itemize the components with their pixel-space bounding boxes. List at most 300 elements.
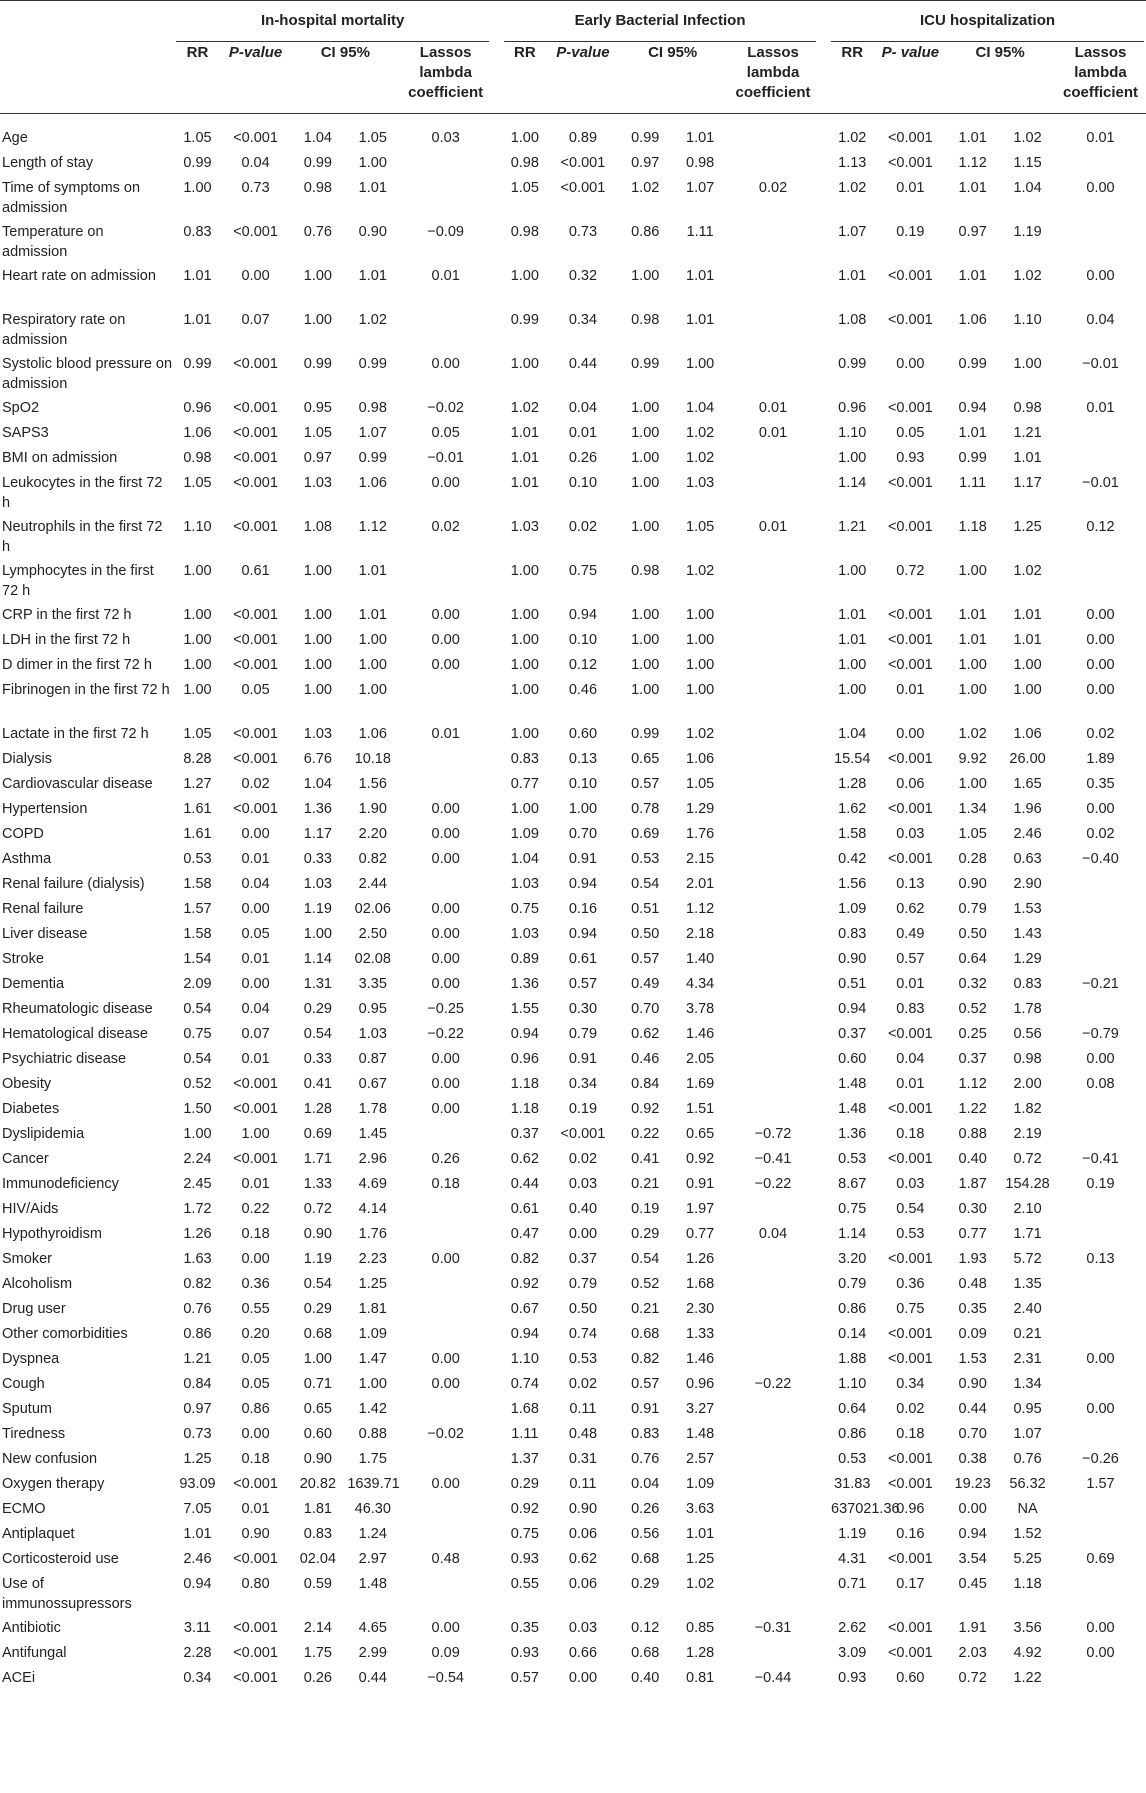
cell-ci-low: 1.00 — [303, 312, 332, 328]
variable-name: Temperature on admission — [2, 224, 104, 260]
cell-ci-high: 1.25 — [358, 1276, 387, 1292]
cell-ci-low: 0.69 — [631, 826, 660, 842]
cell-ci-high: 2.40 — [1013, 1301, 1042, 1317]
cell-ci-low: 6.76 — [303, 751, 332, 767]
cell-ci-high: 1.07 — [358, 425, 387, 441]
cell-ci-high: 1.00 — [358, 155, 387, 171]
cell-ci-low: 1.02 — [631, 180, 660, 196]
cell-rr: 0.77 — [510, 776, 539, 792]
cell-ci-low: 1.01 — [958, 425, 987, 441]
cell-rr: 0.93 — [510, 1645, 539, 1661]
cell-lambda — [400, 310, 491, 354]
cell-pvalue: 0.01 — [241, 1501, 270, 1517]
cell-rr: 1.03 — [510, 926, 539, 942]
cell-rr: 0.98 — [510, 224, 539, 240]
cell-ci-low: 1.00 — [631, 657, 660, 673]
cell-pvalue: 0.57 — [896, 951, 925, 967]
cell-rr: 1.72 — [183, 1201, 212, 1217]
cell-pvalue: <0.001 — [233, 224, 278, 240]
cell-rr: 93.09 — [179, 1476, 216, 1492]
cell-ci-high: 5.72 — [1013, 1251, 1042, 1267]
cell-lambda — [1055, 448, 1146, 473]
table-row — [0, 266, 1146, 310]
cell-lambda: −0.21 — [1082, 976, 1119, 992]
cell-pvalue: 0.18 — [896, 1426, 925, 1442]
cell-ci-high: 4.69 — [358, 1176, 387, 1192]
cell-ci-low: 0.76 — [303, 224, 332, 240]
variable-name: Length of stay — [2, 155, 94, 171]
cell-lambda — [728, 473, 819, 517]
cell-lambda: 0.00 — [431, 1351, 460, 1367]
cell-rr: 0.92 — [510, 1276, 539, 1292]
cell-pvalue: 0.05 — [241, 682, 270, 698]
cell-ci-high: 1.69 — [686, 1076, 715, 1092]
cell-rr: 0.84 — [183, 1376, 212, 1392]
cell-pvalue: 0.19 — [568, 1101, 598, 1117]
cell-ci-high: 1.00 — [1013, 682, 1042, 698]
cell-lambda — [1055, 1274, 1146, 1299]
cell-lambda — [728, 1099, 819, 1124]
cell-ci-low: 0.65 — [631, 751, 660, 767]
variable-name: Fibrinogen in the first 72 h — [2, 682, 170, 698]
cell-ci-high: 1.06 — [1013, 726, 1042, 742]
cell-lambda: 1.57 — [1086, 1476, 1115, 1492]
cell-ci-low: 0.90 — [958, 1376, 987, 1392]
cell-rr: 0.98 — [510, 155, 539, 171]
cell-rr: 1.10 — [510, 1351, 539, 1367]
cell-lambda — [728, 1274, 819, 1299]
cell-lambda: 0.00 — [431, 657, 460, 673]
cell-lambda: −0.79 — [1082, 1026, 1119, 1042]
col-rr: RR — [502, 43, 548, 114]
cell-rr: 1.01 — [183, 268, 212, 284]
cell-rr: 1.00 — [510, 682, 539, 698]
cell-rr: 0.79 — [838, 1276, 867, 1292]
cell-pvalue: 0.94 — [568, 876, 598, 892]
table-row — [0, 874, 1146, 899]
cell-rr: 0.57 — [510, 1670, 539, 1686]
cell-lambda — [728, 605, 819, 630]
cell-lambda — [728, 1499, 819, 1524]
cell-ci-low: 2.03 — [958, 1645, 987, 1661]
cell-rr: 1.26 — [183, 1226, 212, 1242]
cell-rr: 0.94 — [510, 1326, 539, 1342]
cell-rr: 637021.36 — [831, 1501, 900, 1517]
cell-pvalue: 0.16 — [568, 901, 598, 917]
cell-ci-high: 1.15 — [1013, 155, 1042, 171]
cell-ci-high: 1.02 — [1013, 268, 1042, 284]
cell-pvalue: <0.001 — [233, 1620, 278, 1636]
cell-ci-low: 1.00 — [631, 268, 660, 284]
cell-rr: 0.82 — [510, 1251, 539, 1267]
cell-lambda: 0.00 — [431, 901, 460, 917]
cell-rr: 0.96 — [510, 1051, 539, 1067]
cell-ci-low: 1.00 — [958, 563, 987, 579]
cell-rr: 2.09 — [183, 976, 212, 992]
cell-pvalue: 0.06 — [896, 776, 925, 792]
cell-lambda — [728, 1299, 819, 1324]
table-row — [0, 1474, 1146, 1499]
cell-rr: 1.55 — [510, 1001, 539, 1017]
cell-pvalue: <0.001 — [887, 400, 933, 416]
variable-name: HIV/Aids — [2, 1201, 59, 1217]
cell-pvalue: 0.02 — [241, 776, 270, 792]
cell-ci-low: 0.22 — [631, 1126, 660, 1142]
cell-rr: 1.00 — [838, 682, 867, 698]
cell-rr: 8.28 — [183, 751, 212, 767]
variable-name: Cough — [2, 1376, 45, 1392]
cell-pvalue: 0.91 — [568, 1051, 598, 1067]
cell-lambda — [728, 949, 819, 974]
table-row — [0, 824, 1146, 849]
cell-ci-high: 1.02 — [686, 563, 715, 579]
variable-name: LDH in the first 72 h — [2, 632, 131, 648]
cell-lambda — [728, 824, 819, 849]
cell-ci-high: 1.65 — [1013, 776, 1042, 792]
cell-lambda — [400, 178, 491, 222]
cell-ci-high: 1.01 — [686, 312, 715, 328]
cell-ci-low: 0.76 — [631, 1451, 660, 1467]
cell-ci-high: 1.00 — [1013, 657, 1042, 673]
cell-lambda: 0.00 — [431, 1376, 460, 1392]
cell-rr: 0.64 — [838, 1401, 867, 1417]
cell-ci-low: 0.82 — [631, 1351, 660, 1367]
cell-ci-high: 0.99 — [358, 356, 387, 372]
cell-rr: 1.58 — [183, 876, 212, 892]
cell-ci-low: 0.68 — [631, 1645, 660, 1661]
cell-lambda — [1055, 899, 1146, 924]
table-row — [0, 924, 1146, 949]
cell-ci-low: 0.29 — [303, 1001, 332, 1017]
cell-ci-low: 0.97 — [631, 155, 660, 171]
table-row — [0, 1499, 1146, 1524]
cell-ci-low: 0.83 — [303, 1526, 332, 1542]
cell-rr: 1.27 — [183, 776, 212, 792]
cell-rr: 1.21 — [838, 519, 867, 535]
cell-rr: 0.96 — [183, 400, 212, 416]
table-row — [0, 1399, 1146, 1424]
cell-ci-low: 1.04 — [303, 130, 332, 146]
cell-pvalue: 0.00 — [241, 268, 270, 284]
cell-rr: 0.99 — [510, 312, 539, 328]
cell-ci-low: 0.57 — [631, 1376, 660, 1392]
cell-rr: 2.28 — [183, 1645, 212, 1661]
cell-ci-low: 19.23 — [954, 1476, 991, 1492]
cell-ci-low: 0.52 — [958, 1001, 987, 1017]
cell-lambda: 0.01 — [431, 268, 460, 284]
cell-rr: 1.14 — [838, 475, 867, 491]
cell-ci-high: 0.90 — [358, 224, 387, 240]
cell-ci-high: 1.21 — [1013, 425, 1042, 441]
cell-ci-low: 1.00 — [303, 632, 332, 648]
cell-lambda: 0.48 — [431, 1551, 460, 1567]
cell-rr: 1.25 — [183, 1451, 212, 1467]
cell-pvalue: 0.37 — [568, 1251, 598, 1267]
cell-lambda: 0.00 — [431, 1476, 460, 1492]
variable-name: Psychiatric disease — [2, 1051, 127, 1067]
cell-ci-high: 2.46 — [1013, 826, 1042, 842]
cell-ci-high: 0.81 — [686, 1670, 715, 1686]
cell-lambda — [400, 561, 491, 605]
cell-rr: 7.05 — [183, 1501, 212, 1517]
variable-name: Cancer — [2, 1151, 49, 1167]
cell-ci-low: 1.87 — [958, 1176, 987, 1192]
table-row — [0, 1224, 1146, 1249]
table-row — [0, 1524, 1146, 1549]
cell-rr: 1.04 — [510, 851, 539, 867]
cell-pvalue: 0.00 — [896, 726, 925, 742]
cell-lambda: 0.00 — [431, 926, 460, 942]
cell-ci-low: 0.53 — [631, 851, 660, 867]
cell-pvalue: 0.01 — [241, 1176, 270, 1192]
cell-pvalue: 0.00 — [241, 976, 270, 992]
variable-name: Antiplaquet — [2, 1526, 75, 1542]
cell-pvalue: 0.02 — [568, 519, 598, 535]
cell-rr: 0.83 — [183, 224, 212, 240]
variable-name: ECMO — [2, 1501, 46, 1517]
cell-lambda: 0.26 — [431, 1151, 460, 1167]
table-row — [0, 128, 1146, 153]
cell-ci-high: 4.65 — [358, 1620, 387, 1636]
cell-lambda: 0.00 — [431, 1251, 460, 1267]
table-row — [0, 774, 1146, 799]
cell-lambda — [728, 849, 819, 874]
variable-name: New confusion — [2, 1451, 98, 1467]
cell-rr: 1.48 — [838, 1076, 867, 1092]
cell-pvalue: <0.001 — [560, 155, 606, 171]
cell-pvalue: 0.94 — [568, 607, 598, 623]
cell-lambda — [728, 1324, 819, 1349]
cell-ci-high: 0.91 — [686, 1176, 715, 1192]
cell-ci-high: 1.02 — [686, 425, 715, 441]
cell-lambda — [400, 1449, 491, 1474]
cell-ci-high: 2.10 — [1013, 1201, 1042, 1217]
cell-lambda — [728, 1643, 819, 1668]
cell-ci-high: 0.95 — [1013, 1401, 1042, 1417]
cell-ci-high: 1.01 — [358, 607, 387, 623]
cell-lambda: 0.04 — [758, 1226, 788, 1242]
cell-ci-high: 1.01 — [686, 268, 715, 284]
cell-ci-low: 1.34 — [958, 801, 987, 817]
cell-pvalue: <0.001 — [887, 155, 933, 171]
cell-pvalue: 0.90 — [568, 1501, 598, 1517]
cell-ci-high: 3.27 — [686, 1401, 715, 1417]
cell-rr: 4.31 — [838, 1551, 867, 1567]
cell-ci-high: 1.19 — [1013, 224, 1042, 240]
cell-ci-low: 0.54 — [303, 1276, 332, 1292]
table-row — [0, 517, 1146, 561]
table-row — [0, 1274, 1146, 1299]
cell-ci-low: 1.08 — [303, 519, 332, 535]
variable-name: BMI on admission — [2, 450, 118, 466]
cell-ci-low: 1.91 — [958, 1620, 987, 1636]
cell-lambda — [1055, 1324, 1146, 1349]
cell-lambda: 0.00 — [1086, 180, 1115, 196]
cell-ci-high: 1.01 — [686, 130, 715, 146]
cell-lambda: 0.00 — [431, 1101, 460, 1117]
cell-lambda — [1055, 874, 1146, 899]
cell-rr: 15.54 — [834, 751, 871, 767]
cell-rr: 0.60 — [838, 1051, 867, 1067]
cell-ci-high: 1.02 — [1013, 130, 1042, 146]
cell-rr: 0.61 — [510, 1201, 539, 1217]
cell-ci-high: 1.90 — [358, 801, 387, 817]
cell-ci-high: 1.53 — [1013, 901, 1042, 917]
cell-ci-high: 2.30 — [686, 1301, 715, 1317]
cell-lambda: 0.00 — [431, 951, 460, 967]
cell-ci-high: 1.01 — [1013, 450, 1042, 466]
cell-ci-low: 0.49 — [631, 976, 660, 992]
cell-ci-high: 2.57 — [686, 1451, 715, 1467]
cell-ci-high: 1.00 — [686, 657, 715, 673]
table-row — [0, 1668, 1146, 1693]
cell-rr: 1.56 — [838, 876, 867, 892]
cell-lambda — [728, 724, 819, 749]
table-row — [0, 724, 1146, 749]
cell-pvalue: 0.01 — [896, 1076, 925, 1092]
cell-ci-low: 1.00 — [631, 519, 660, 535]
column-header-row — [0, 43, 1146, 114]
cell-ci-low: 0.60 — [303, 1426, 332, 1442]
cell-pvalue: <0.001 — [233, 607, 278, 623]
cell-ci-low: 0.04 — [631, 1476, 660, 1492]
cell-ci-high: 1.47 — [358, 1351, 387, 1367]
cell-ci-high: 1.75 — [358, 1451, 387, 1467]
cell-ci-low: 1.00 — [631, 400, 660, 416]
cell-ci-low: 0.45 — [958, 1576, 987, 1592]
cell-pvalue: <0.001 — [233, 356, 278, 372]
cell-ci-low: 0.98 — [303, 180, 332, 196]
cell-ci-high: 1.96 — [1013, 801, 1042, 817]
cell-ci-low: 1.00 — [958, 776, 987, 792]
table-row — [0, 1024, 1146, 1049]
variable-name: Neutrophils in the first 72 h — [2, 519, 163, 555]
cell-lambda: 0.00 — [431, 976, 460, 992]
cell-rr: 1.03 — [510, 876, 539, 892]
cell-ci-high: 1.00 — [358, 657, 387, 673]
variable-name: Obesity — [2, 1076, 52, 1092]
cell-ci-low: 0.99 — [303, 356, 332, 372]
cell-lambda — [400, 874, 491, 899]
cell-lambda — [728, 1399, 819, 1424]
variable-name: Sputum — [2, 1401, 52, 1417]
cell-rr: 0.93 — [510, 1551, 539, 1567]
cell-lambda: 0.00 — [1086, 801, 1115, 817]
cell-pvalue: 0.02 — [568, 1376, 598, 1392]
cell-ci-high: 4.14 — [358, 1201, 387, 1217]
cell-ci-low: 0.12 — [631, 1620, 660, 1636]
cell-ci-high: 0.56 — [1013, 1026, 1042, 1042]
cell-ci-low: 0.90 — [303, 1226, 332, 1242]
cell-ci-low: 1.01 — [958, 180, 987, 196]
variable-name: Systolic blood pressure on admission — [2, 356, 173, 392]
cell-ci-low: 1.05 — [303, 425, 332, 441]
cell-pvalue: 0.16 — [896, 1526, 925, 1542]
table-row — [0, 630, 1146, 655]
cell-lambda — [400, 1499, 491, 1524]
cell-ci-low: 0.68 — [631, 1551, 660, 1567]
cell-ci-high: 1.00 — [358, 632, 387, 648]
cell-ci-low: 1.81 — [303, 1501, 332, 1517]
cell-pvalue: 0.22 — [241, 1201, 270, 1217]
cell-rr: 1.05 — [183, 726, 212, 742]
cell-pvalue: <0.001 — [233, 400, 278, 416]
cell-rr: 1.00 — [183, 657, 212, 673]
cell-rr: 1.00 — [838, 563, 867, 579]
table-row — [0, 310, 1146, 354]
cell-pvalue: 0.53 — [568, 1351, 598, 1367]
cell-lambda — [728, 1449, 819, 1474]
cell-pvalue: <0.001 — [233, 450, 278, 466]
cell-rr: 1.00 — [183, 180, 212, 196]
cell-ci-high: 1.26 — [686, 1251, 715, 1267]
cell-lambda — [728, 448, 819, 473]
cell-lambda: 0.19 — [1086, 1176, 1115, 1192]
cell-ci-high: 1.12 — [686, 901, 715, 917]
cell-ci-high: 1.04 — [1013, 180, 1042, 196]
cell-ci-low: 1.00 — [958, 682, 987, 698]
cell-ci-low: 0.72 — [958, 1670, 987, 1686]
cell-ci-high: 1639.71 — [347, 1476, 400, 1492]
cell-ci-low: 0.94 — [958, 1526, 987, 1542]
variable-name: Leukocytes in the first 72 h — [2, 475, 163, 511]
cell-ci-low: 0.90 — [303, 1451, 332, 1467]
cell-ci-high: 0.92 — [686, 1151, 715, 1167]
cell-pvalue: <0.001 — [887, 312, 933, 328]
cell-lambda — [728, 749, 819, 774]
cell-ci-low: 1.00 — [303, 1351, 332, 1367]
cell-rr: 2.24 — [183, 1151, 212, 1167]
cell-pvalue: <0.001 — [887, 130, 933, 146]
cell-ci-high: 1.06 — [686, 751, 715, 767]
col-ci: CI 95% — [290, 43, 400, 114]
table-row — [0, 1174, 1146, 1199]
variable-name: SpO2 — [2, 400, 40, 416]
col-pvalue: P- value — [876, 43, 946, 114]
cell-lambda — [400, 774, 491, 799]
cell-lambda: 0.01 — [758, 519, 788, 535]
variable-name: CRP in the first 72 h — [2, 607, 132, 623]
table-row — [0, 1349, 1146, 1374]
cell-ci-high: 1.02 — [358, 312, 387, 328]
table-row — [0, 448, 1146, 473]
cell-ci-high: 2.97 — [358, 1551, 387, 1567]
cell-ci-low: 0.54 — [631, 876, 660, 892]
cell-rr: 0.54 — [183, 1051, 212, 1067]
cell-pvalue: 1.00 — [241, 1126, 270, 1142]
cell-pvalue: 0.36 — [241, 1276, 270, 1292]
cell-pvalue: 0.17 — [896, 1576, 925, 1592]
cell-pvalue: <0.001 — [233, 425, 278, 441]
cell-ci-low: 1.01 — [958, 130, 987, 146]
cell-ci-high: 1.71 — [1013, 1226, 1042, 1242]
cell-lambda — [1055, 423, 1146, 448]
cell-ci-low: 0.33 — [303, 1051, 332, 1067]
group-header-row — [0, 1, 1146, 44]
cell-ci-high: 1.01 — [686, 1526, 715, 1542]
cell-ci-low: 1.19 — [303, 901, 332, 917]
cell-ci-low: 0.65 — [303, 1401, 332, 1417]
cell-rr: 1.05 — [510, 180, 539, 196]
cell-pvalue: <0.001 — [887, 657, 933, 673]
cell-ci-low: 0.79 — [958, 901, 987, 917]
cell-lambda — [728, 630, 819, 655]
cell-rr: 1.00 — [183, 632, 212, 648]
cell-ci-low: 1.05 — [958, 826, 987, 842]
cell-ci-low: 1.93 — [958, 1251, 987, 1267]
cell-rr: 1.57 — [183, 901, 212, 917]
cell-ci-low: 0.41 — [631, 1151, 660, 1167]
